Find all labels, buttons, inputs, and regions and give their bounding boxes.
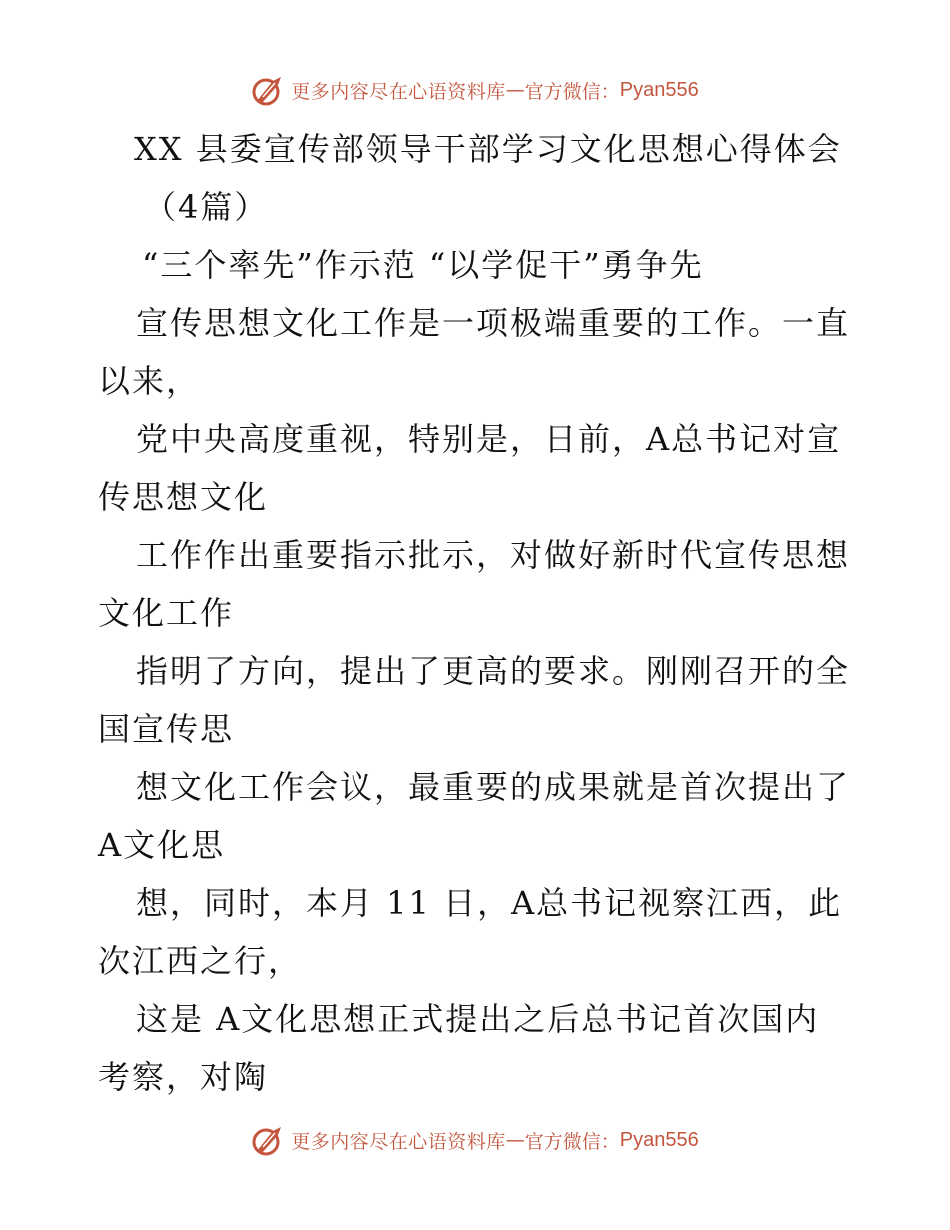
paragraph-line: A文化思 xyxy=(98,826,226,864)
paragraph-line: 指明了方向，提出了更高的要求。刚刚召开的全 xyxy=(136,652,851,690)
footer-brand-text: 更多内容尽在心语资料库 xyxy=(291,1130,506,1153)
footer-separator: — xyxy=(505,1129,525,1151)
paragraph-line: 想，同时，本月 11 日，A总书记视察江西，此 xyxy=(136,884,843,922)
document-title-line-2: （4篇） xyxy=(144,188,269,226)
footer-wechat-id: Pyan556 xyxy=(619,1128,699,1151)
header-separator: — xyxy=(505,79,525,101)
header-wechat-label: 官方微信： xyxy=(524,80,620,103)
document-title-line-1: XX 县委宣传部领导干部学习文化思想心得体会 xyxy=(134,130,842,168)
paragraph-line: 想文化工作会议，最重要的成果就是首次提出了 xyxy=(136,768,851,806)
quill-pen-circle-icon xyxy=(251,73,285,107)
paragraph-line: 党中央高度重视，特别是，日前，A总书记对宣 xyxy=(136,420,842,458)
document-body xyxy=(98,120,858,1106)
paragraph-line: 以来， xyxy=(98,362,201,400)
paragraph-line: 考察，对陶 xyxy=(98,1058,269,1096)
paragraph-line: 工作作出重要指示批示，对做好新时代宣传思想 xyxy=(136,536,851,574)
header-brand-text: 更多内容尽在心语资料库 xyxy=(291,80,506,103)
paragraph-line: 这是 A文化思想正式提出之后总书记首次国内 xyxy=(136,1000,820,1038)
footer-wechat-label: 官方微信： xyxy=(524,1130,620,1153)
paragraph-line: 宣传思想文化工作是一项极端重要的工作。一直 xyxy=(136,304,851,342)
header-watermark xyxy=(0,70,950,110)
quill-pen-circle-icon xyxy=(251,1123,285,1157)
paragraph-line: 传思想文化 xyxy=(98,478,269,516)
document-subtitle: “三个率先”作示范 “以学促干”勇争先 xyxy=(142,246,704,284)
paragraph-line: 次江西之行， xyxy=(98,942,303,980)
paragraph-line: 文化工作 xyxy=(98,594,235,632)
footer-watermark xyxy=(0,1120,950,1160)
header-wechat-id: Pyan556 xyxy=(619,78,699,101)
paragraph-line: 国宣传思 xyxy=(98,710,235,748)
